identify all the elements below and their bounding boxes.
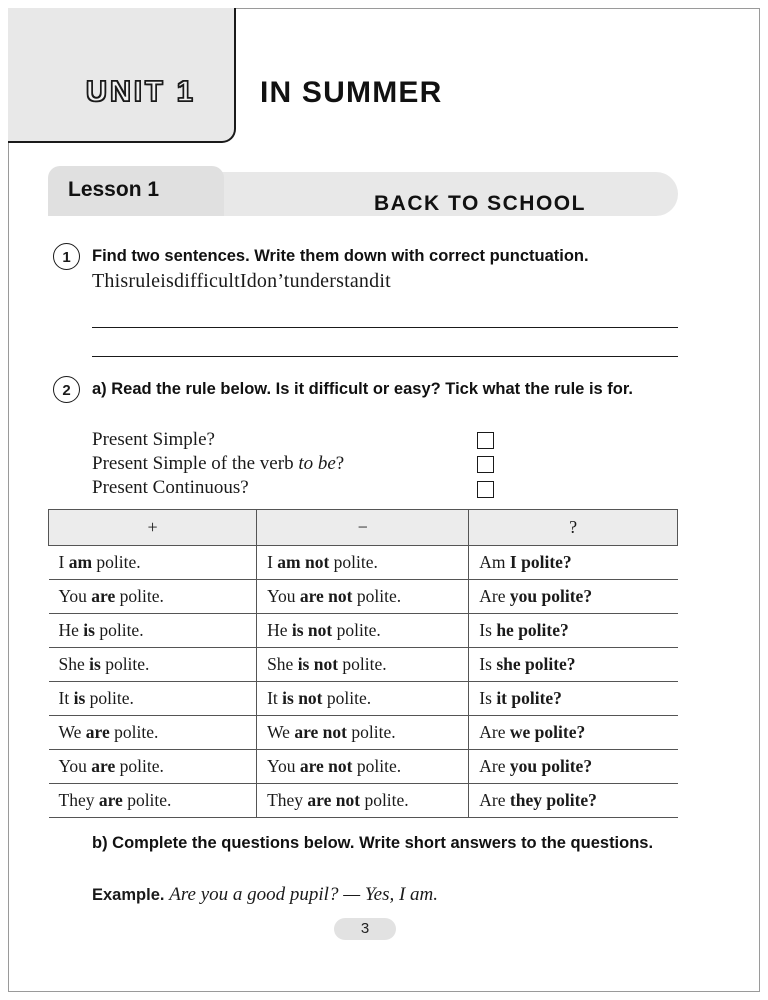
table-cell-positive [49, 784, 257, 818]
verb-bold: are [91, 586, 116, 606]
table-cell-negative [257, 546, 469, 580]
table-row [49, 614, 678, 648]
table-cell-positive [49, 546, 257, 580]
exercise-2-instruction-a: a) Read the rule below. Is it difficult or easy? Tick what the rule is for. [92, 380, 633, 398]
table-cell-positive [49, 682, 257, 716]
cell-text: You [267, 756, 300, 776]
unit-title: IN SUMMER [260, 76, 443, 109]
table-cell-positive [49, 614, 257, 648]
table-cell-positive [49, 648, 257, 682]
cell-text: I [267, 552, 278, 572]
cell-text: polite. [338, 654, 387, 674]
table-cell-question [469, 648, 678, 682]
verb-bold: he polite? [491, 620, 569, 640]
table-cell-negative [257, 716, 469, 750]
exercise-1-number: 1 [53, 243, 80, 270]
verb-bold: is not [282, 688, 323, 708]
verb-bold: is not [291, 620, 333, 640]
verb-bold: are [98, 790, 123, 810]
cell-text: polite. [109, 722, 159, 742]
verb-bold: she polite? [491, 654, 576, 674]
table-row [49, 716, 678, 750]
verb-bold: is [83, 620, 95, 640]
cell-text: polite. [352, 586, 402, 606]
cell-text: polite. [360, 790, 409, 810]
tick-option-list [92, 428, 344, 500]
cell-text: She [58, 654, 90, 674]
cell-text: polite. [92, 552, 141, 572]
cell-text: polite. [352, 756, 402, 776]
table-cell-negative [257, 682, 469, 716]
verb-bold: am [68, 552, 93, 572]
cell-text: We [58, 722, 86, 742]
cell-text: Is [479, 620, 492, 640]
exercise-1-answer-line-2[interactable] [92, 356, 678, 357]
verb-bold: I polite? [505, 552, 572, 572]
table-header-negative: − [257, 510, 469, 546]
table-cell-negative [257, 580, 469, 614]
exercise-2-number: 2 [53, 376, 80, 403]
verb-bold: you polite? [505, 586, 593, 606]
verb-bold: you polite? [505, 756, 593, 776]
example-label: Example. [92, 886, 165, 904]
exercise-1-scrambled-text: ThisruleisdifficultIdon’tunderstandit [92, 270, 391, 292]
table-cell-question [469, 784, 678, 818]
table-cell-question [469, 682, 678, 716]
table-header-row [49, 510, 678, 546]
page-number: 3 [334, 918, 396, 940]
unit-label: UNIT 1 [86, 76, 196, 108]
cell-text: polite. [85, 688, 134, 708]
table-row [49, 784, 678, 818]
cell-text: Are [479, 586, 506, 606]
cell-text: polite. [346, 722, 396, 742]
verb-bold: it polite? [491, 688, 562, 708]
verb-bold: are not [294, 722, 347, 742]
verb-bold: is [89, 654, 101, 674]
exercise-1-answer-line-1[interactable] [92, 327, 678, 328]
table-row [49, 682, 678, 716]
cell-text: polite. [322, 688, 372, 708]
verb-bold: we polite? [505, 722, 586, 742]
cell-text: Are [479, 790, 506, 810]
verb-bold: am not [277, 552, 330, 572]
table-cell-negative [257, 750, 469, 784]
cell-text: It [58, 688, 74, 708]
verb-bold: they polite? [505, 790, 597, 810]
cell-text: Are [479, 756, 506, 776]
cell-text: They [58, 790, 99, 810]
cell-text: He [267, 620, 292, 640]
verb-bold: are not [299, 586, 353, 606]
verb-bold: is [73, 688, 86, 708]
table-header-question: ? [469, 510, 678, 546]
cell-text: polite. [94, 620, 144, 640]
tick-option-2 [92, 452, 344, 476]
table-cell-question [469, 614, 678, 648]
tick-checkbox-present-simple[interactable] [477, 432, 494, 449]
verb-bold: are not [307, 790, 361, 810]
exercise-2-example [92, 884, 438, 906]
verb-bold: are [91, 756, 116, 776]
table-cell-question [469, 750, 678, 784]
table-cell-negative [257, 648, 469, 682]
exercise-1-instruction: Find two sentences. Write them down with correct punctuation. [92, 247, 589, 265]
table-cell-question [469, 546, 678, 580]
table-row [49, 750, 678, 784]
tick-option-3: Present Continuous? [92, 477, 249, 498]
cell-text: Are [479, 722, 506, 742]
table-cell-question [469, 580, 678, 614]
cell-text: Am [479, 552, 506, 572]
table-cell-negative [257, 614, 469, 648]
tick-checkbox-present-continuous[interactable] [477, 481, 494, 498]
verb-bold: are [85, 722, 110, 742]
lesson-label: Lesson 1 [68, 178, 160, 201]
lesson-title: BACK TO SCHOOL [374, 192, 586, 215]
cell-text: He [58, 620, 84, 640]
cell-text: polite. [332, 620, 381, 640]
table-cell-positive [49, 716, 257, 750]
tick-option-2-italic: to be [298, 453, 336, 474]
grammar-table [48, 509, 678, 818]
cell-text: polite. [100, 654, 150, 674]
exercise-2-instruction-b: b) Complete the questions below. Write short answers to the questions. [92, 834, 654, 852]
table-cell-positive [49, 750, 257, 784]
cell-text: polite. [329, 552, 378, 572]
cell-text: Is [479, 654, 492, 674]
cell-text: polite. [115, 586, 164, 606]
table-cell-negative [257, 784, 469, 818]
cell-text: She [267, 654, 298, 674]
table-row [49, 648, 678, 682]
tick-option-2-text-a: Present Simple of the verb [92, 453, 299, 474]
table-cell-positive [49, 580, 257, 614]
cell-text: We [267, 722, 295, 742]
table-row [49, 580, 678, 614]
cell-text: polite. [122, 790, 172, 810]
cell-text: Is [479, 688, 492, 708]
tick-option-2-text-b: ? [335, 453, 345, 474]
tick-checkbox-present-simple-to-be[interactable] [477, 456, 494, 473]
cell-text: polite. [115, 756, 164, 776]
cell-text: You [58, 586, 92, 606]
cell-text: They [267, 790, 308, 810]
table-body [49, 546, 678, 818]
cell-text: You [58, 756, 92, 776]
cell-text: I [58, 552, 69, 572]
table-row [49, 546, 678, 580]
table-cell-question [469, 716, 678, 750]
cell-text: It [267, 688, 283, 708]
tick-option-1: Present Simple? [92, 429, 215, 450]
cell-text: You [267, 586, 300, 606]
table-header-positive: + [49, 510, 257, 546]
verb-bold: is not [297, 654, 339, 674]
example-text: Are you a good pupil? — Yes, I am. [169, 884, 439, 905]
verb-bold: are not [299, 756, 353, 776]
